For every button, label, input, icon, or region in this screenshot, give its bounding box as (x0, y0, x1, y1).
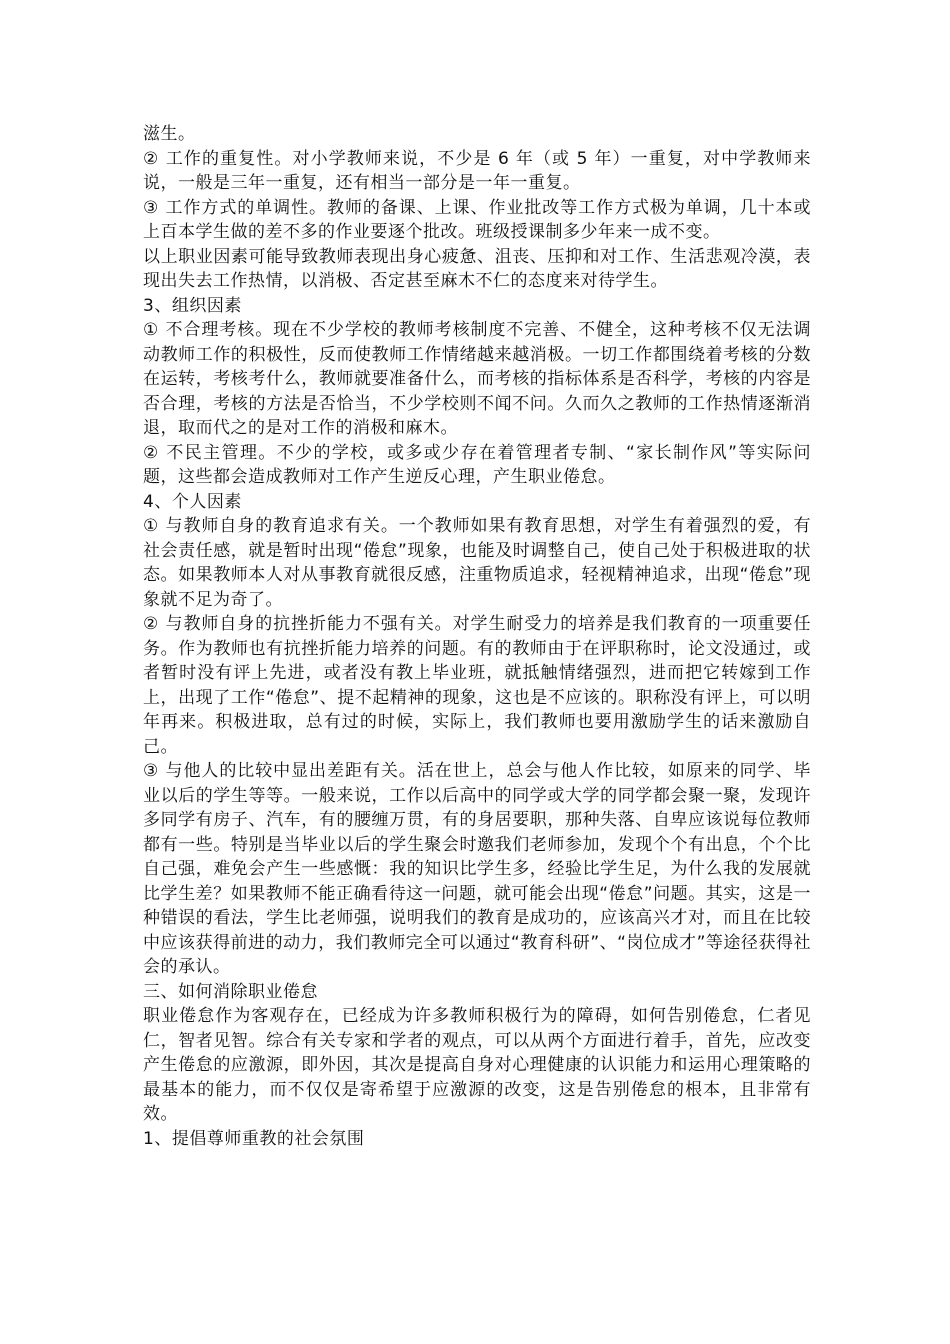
paragraph: ② 与教师自身的抗挫折能力不强有关。对学生耐受力的培养是我们教育的一项重要任务。作为教师也有抗挫折能力培养的问题。有的教师由于在评职称时，论文没通过，或者暂时没有评上先进，或者没有教上毕业班，就抵触情绪强烈，进而把它转嫁到工作上，出现了工作“倦怠”、提不起精神的现象，这也是不应该的。职称没有评上，可以明年再来。积极进取，总有过的时候，实际上，我们教师也要用激励学生的话来激励自己。 (143, 614, 811, 757)
section-heading: 1、提倡尊师重教的社会氛围 (143, 1128, 365, 1149)
document-body (143, 122, 811, 1151)
paragraph: ① 不合理考核。现在不少学校的教师考核制度不完善、不健全，这种考核不仅无法调动教师工作的积极性，反而使教师工作情绪越来越消极。一切工作都围绕着考核的分数在运转，考核考什么，教师就要准备什么，而考核的指标体系是否科学，考核的内容是否合理，考核的方法是否恰当，不少学校则不闻不问。久而久之教师的工作热情逐渐消退，取而代之的是对工作的消极和麻木。 (143, 320, 811, 438)
paragraph: ① 与教师自身的教育追求有关。一个教师如果有教育思想，对学生有着强烈的爱，有社会责任感，就是暂时出现“倦怠”现象，也能及时调整自己，使自己处于积极进取的状态。如果教师本人对从事教育就很反感，注重物质追求，轻视精神追求，出现“倦怠”现象就不足为奇了。 (143, 516, 811, 610)
paragraph: ② 工作的重复性。对小学教师来说，不少是 6 年（或 5 年）一重复，对中学教师来说，一般是三年一重复，还有相当一部分是一年一重复。 (143, 148, 811, 193)
section-heading: 4、个人因素 (143, 491, 242, 512)
paragraph: 职业倦怠作为客观存在，已经成为许多教师积极行为的障碍，如何告别倦怠，仁者见仁，智者见智。综合有关专家和学者的观点，可以从两个方面进行着手，首先，应改变产生倦怠的应激源，即外因，其次是提高自身对心理健康的认识能力和运用心理策略的最基本的能力，而不仅仅是寄希望于应激源的改变，这是告别倦怠的根本，且非常有效。 (143, 1006, 811, 1124)
paragraph: 以上职业因素可能导致教师表现出身心疲惫、沮丧、压抑和对工作、生活悲观冷漠，表现出失去工作热情，以消极、否定甚至麻木不仁的态度来对待学生。 (143, 246, 811, 291)
paragraph: ② 不民主管理。不少的学校，或多或少存在着管理者专制、“家长制作风”等实际问题，这些都会造成教师对工作产生逆反心理，产生职业倦怠。 (143, 442, 811, 487)
section-heading: 3、组织因素 (143, 295, 242, 316)
paragraph: ③ 工作方式的单调性。教师的备课、上课、作业批改等工作方式极为单调，几十本或上百本学生做的差不多的作业要逐个批改。班级授课制多少年来一成不变。 (143, 197, 811, 242)
paragraph: ③ 与他人的比较中显出差距有关。活在世上，总会与他人作比较，如原来的同学、毕业以后的学生等等。一般来说，工作以后高中的同学或大学的同学都会聚一聚，发现许多同学有房子、汽车，有的腰缠万贯，有的身居要职，那种失落、自卑应该说每位教师都有一些。特别是当毕业以后的学生聚会时邀我们老师参加，发现个个有出息，个个比自己强，难免会产生一些感慨：我的知识比学生多，经验比学生足，为什么我的发展就比学生差？如果教师不能正确看待这一问题，就可能会出现“倦怠”问题。其实，这是一种错误的看法，学生比老师强，说明我们的教育是成功的，应该高兴才对，而且在比较中应该获得前进的动力，我们教师完全可以通过“教育科研”、“岗位成才”等途径获得社会的承认。 (143, 761, 811, 977)
paragraph: 滋生。 (143, 124, 196, 144)
section-heading: 三、如何消除职业倦怠 (143, 981, 318, 1002)
